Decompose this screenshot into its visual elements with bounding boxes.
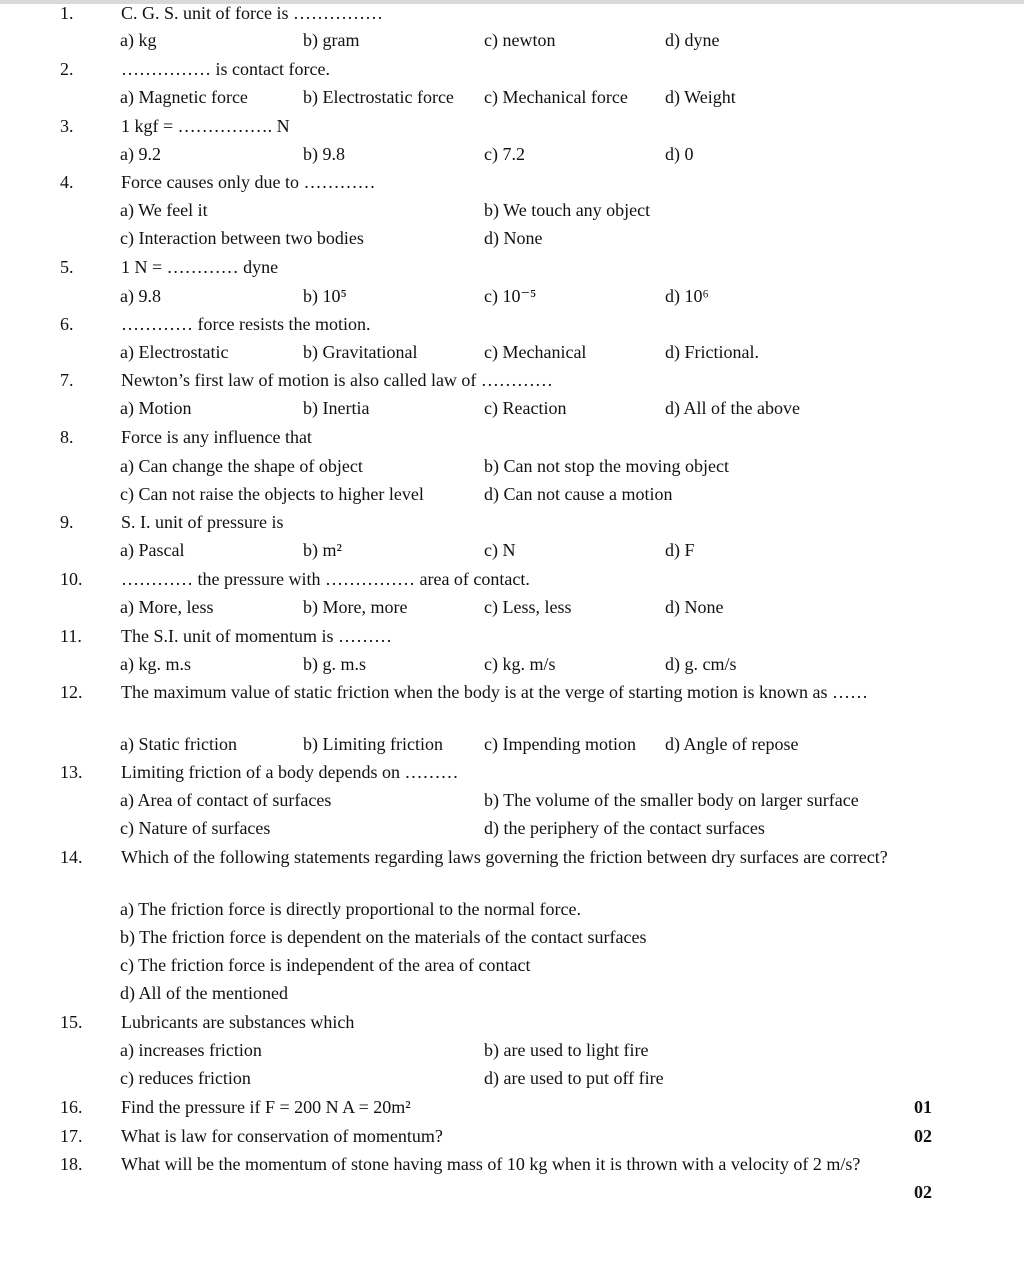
- question-number: 16.: [60, 1097, 83, 1117]
- option-d: d) 0: [665, 144, 694, 164]
- question-number: 14.: [60, 847, 83, 867]
- option-c: c) Mechanical force: [484, 87, 628, 107]
- question-text: Force causes only due to …………: [121, 172, 376, 192]
- option-c: c) Reaction: [484, 398, 567, 418]
- option-d: d) are used to put off fire: [484, 1068, 664, 1088]
- option-a: a) Area of contact of surfaces: [120, 790, 332, 810]
- option-a: a) kg. m.s: [120, 654, 191, 674]
- option-a: a) The friction force is directly proportional to the normal force.: [120, 899, 581, 919]
- question-number: 2.: [60, 59, 74, 79]
- option-d: d) F: [665, 540, 695, 560]
- question-number: 11.: [60, 626, 82, 646]
- option-b: b) The volume of the smaller body on larger surface: [484, 790, 859, 810]
- question-text: Force is any influence that: [121, 427, 312, 447]
- question-number: 1.: [60, 3, 74, 23]
- question-text: What is law for conservation of momentum?: [121, 1126, 443, 1146]
- question-number: 4.: [60, 172, 74, 192]
- option-d: d) None: [484, 228, 543, 248]
- option-d: d) All of the above: [665, 398, 800, 418]
- option-d: d) Weight: [665, 87, 736, 107]
- question-text: …………… is contact force.: [121, 59, 330, 79]
- question-text: The maximum value of static friction when the body is at the verge of starting motion is known as ……: [121, 682, 869, 702]
- option-d: d) dyne: [665, 30, 720, 50]
- option-a: a) increases friction: [120, 1040, 262, 1060]
- option-d: d) Can not cause a motion: [484, 484, 673, 504]
- option-a: a) Static friction: [120, 734, 237, 754]
- option-c: c) Mechanical: [484, 342, 587, 362]
- option-b: b) Can not stop the moving object: [484, 456, 729, 476]
- option-a: a) Pascal: [120, 540, 185, 560]
- question-text: S. I. unit of pressure is: [121, 512, 284, 532]
- question-number: 10.: [60, 569, 83, 589]
- option-b: b) g. m.s: [303, 654, 366, 674]
- question-text: Limiting friction of a body depends on ………: [121, 762, 459, 782]
- question-text: Which of the following statements regarding laws governing the friction between dry surfaces are correct?: [121, 847, 888, 867]
- option-b: b) We touch any object: [484, 200, 651, 220]
- option-b: b) 9.8: [303, 144, 345, 164]
- option-b: b) More, more: [303, 597, 408, 617]
- option-b: b) are used to light fire: [484, 1040, 649, 1060]
- question-number: 7.: [60, 370, 74, 390]
- option-c: c) Less, less: [484, 597, 572, 617]
- option-d: d) g. cm/s: [665, 654, 737, 674]
- option-c: c) kg. m/s: [484, 654, 556, 674]
- option-b: b) Limiting friction: [303, 734, 443, 754]
- option-c: c) The friction force is independent of the area of contact: [120, 955, 531, 975]
- question-text: Find the pressure if F = 200 N A = 20m²: [121, 1097, 411, 1117]
- option-a: a) We feel it: [120, 200, 208, 220]
- option-a: a) 9.8: [120, 286, 161, 306]
- question-text: C. G. S. unit of force is ……………: [121, 3, 383, 23]
- question-text: What will be the momentum of stone having mass of 10 kg when it is thrown with a velocity of 2 m/s?: [121, 1154, 861, 1174]
- option-c: c) N: [484, 540, 516, 560]
- question-number: 18.: [60, 1154, 83, 1174]
- option-a: a) Magnetic force: [120, 87, 248, 107]
- question-number: 9.: [60, 512, 74, 532]
- question-text: 1 kgf = ……………. N: [121, 116, 290, 136]
- option-c: c) Interaction between two bodies: [120, 228, 364, 248]
- option-d: d) Angle of repose: [665, 734, 799, 754]
- option-b: b) 10⁵: [303, 286, 347, 306]
- option-c: c) Nature of surfaces: [120, 818, 271, 838]
- option-a: a) 9.2: [120, 144, 161, 164]
- question-number: 17.: [60, 1126, 83, 1146]
- question-number: 8.: [60, 427, 74, 447]
- option-b: b) Gravitational: [303, 342, 418, 362]
- question-marks: 02: [914, 1126, 932, 1146]
- question-marks: 01: [914, 1097, 932, 1117]
- question-text: 1 N = ………… dyne: [121, 257, 279, 277]
- option-b: b) gram: [303, 30, 360, 50]
- question-text: Lubricants are substances which: [121, 1012, 355, 1032]
- option-d: d) All of the mentioned: [120, 983, 288, 1003]
- question-number: 5.: [60, 257, 74, 277]
- option-c: c) 10⁻⁵: [484, 286, 537, 306]
- question-number: 12.: [60, 682, 83, 702]
- question-number: 3.: [60, 116, 74, 136]
- option-c: c) 7.2: [484, 144, 525, 164]
- option-d: d) None: [665, 597, 724, 617]
- option-b: b) The friction force is dependent on the materials of the contact surfaces: [120, 927, 647, 947]
- option-b: b) m²: [303, 540, 342, 560]
- question-text: Newton’s first law of motion is also called law of …………: [121, 370, 553, 390]
- option-b: b) Inertia: [303, 398, 370, 418]
- option-a: a) More, less: [120, 597, 214, 617]
- option-d: d) 10⁶: [665, 286, 709, 306]
- option-c: c) Can not raise the objects to higher level: [120, 484, 424, 504]
- question-number: 13.: [60, 762, 83, 782]
- question-text: ………… the pressure with …………… area of contact.: [121, 569, 530, 589]
- question-marks: 02: [914, 1182, 932, 1202]
- option-a: a) Motion: [120, 398, 192, 418]
- option-d: d) Frictional.: [665, 342, 759, 362]
- option-c: c) newton: [484, 30, 556, 50]
- option-d: d) the periphery of the contact surfaces: [484, 818, 765, 838]
- option-b: b) Electrostatic force: [303, 87, 454, 107]
- option-a: a) Electrostatic: [120, 342, 229, 362]
- option-c: c) Impending motion: [484, 734, 636, 754]
- question-number: 6.: [60, 314, 74, 334]
- option-a: a) kg: [120, 30, 157, 50]
- question-number: 15.: [60, 1012, 83, 1032]
- option-c: c) reduces friction: [120, 1068, 251, 1088]
- question-text: ………… force resists the motion.: [121, 314, 371, 334]
- question-text: The S.I. unit of momentum is ………: [121, 626, 392, 646]
- option-a: a) Can change the shape of object: [120, 456, 363, 476]
